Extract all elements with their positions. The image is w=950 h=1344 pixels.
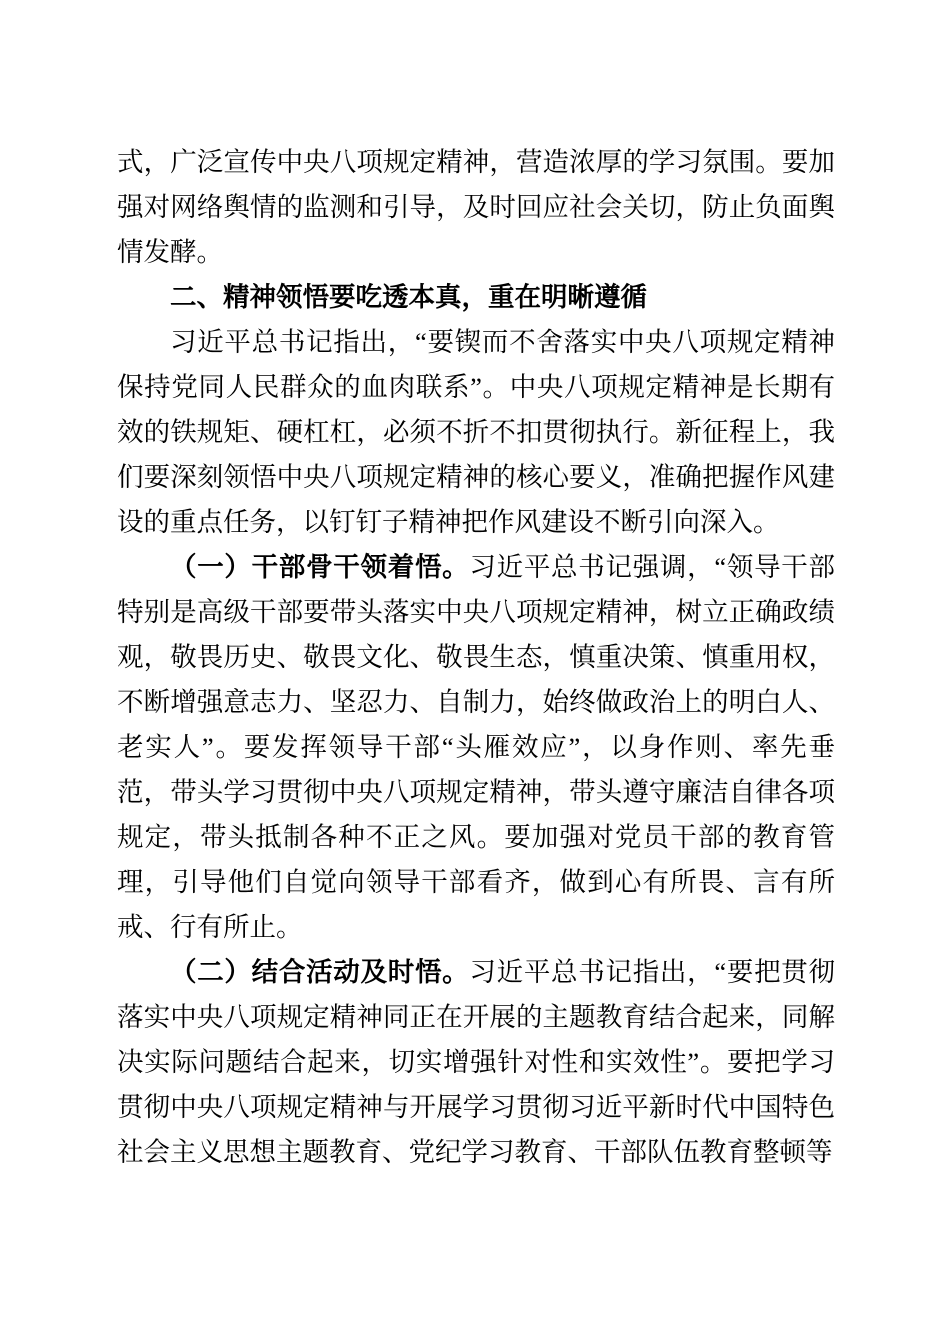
paragraph-intro — [117, 320, 835, 545]
section-heading-text: 二、精神领悟要吃透本真，重在明晰遵循 — [170, 282, 647, 312]
subhead-point-one: （一）干部骨干领着悟。 — [170, 552, 470, 582]
paragraph-text: 习近平总书记指出，“要把贯彻落实中央八项规定精神同正在开展的主题教育结合起来，同解决实际问题结合起来，切实增强针对性和实效性”。要把学习贯彻中央八项规定精神与开展学习贯彻习近平新时代中国特色社会主义思想主题教育、党纪学习教育、干部队伍教育整顿等 — [117, 957, 836, 1167]
paragraph-text: 习近平总书记强调，“领导干部特别是高级干部要带头落实中央八项规定精神，树立正确政绩观，敬畏历史、敬畏文化、敬畏生态，慎重决策、慎重用权，不断增强意志力、坚忍力、自制力，始终做政治上的明白人、老实人”。要发挥领导干部“头雁效应”，以身作则、率先垂范，带头学习贯彻中央八项规定精神，带头遵守廉洁自律各项规定，带头抵制各种不正之风。要加强对党员干部的教育管理，引导他们自觉向领导干部看齐，做到心有所畏、言有所戒、行有所止。 — [117, 552, 836, 942]
section-heading — [117, 275, 835, 320]
subhead-point-two: （二）结合活动及时悟。 — [170, 957, 470, 987]
paragraph-text: 式，广泛宣传中央八项规定精神，营造浓厚的学习氛围。要加强对网络舆情的监测和引导，及时回应社会关切，防止负面舆情发酵。 — [117, 147, 835, 267]
document-text-block — [117, 140, 835, 1175]
paragraph-text: 习近平总书记指出，“要锲而不舍落实中央八项规定精神保持党同人民群众的血肉联系”。中央八项规定精神是长期有效的铁规矩、硬杠杠，必须不折不扣贯彻执行。新征程上，我们要深刻领悟中央八项规定精神的核心要义，准确把握作风建设的重点任务，以钉钉子精神把作风建设不断引向深入。 — [117, 327, 835, 537]
paragraph-continuation — [117, 140, 835, 275]
paragraph-point-one — [117, 545, 835, 950]
paragraph-point-two — [117, 950, 835, 1175]
